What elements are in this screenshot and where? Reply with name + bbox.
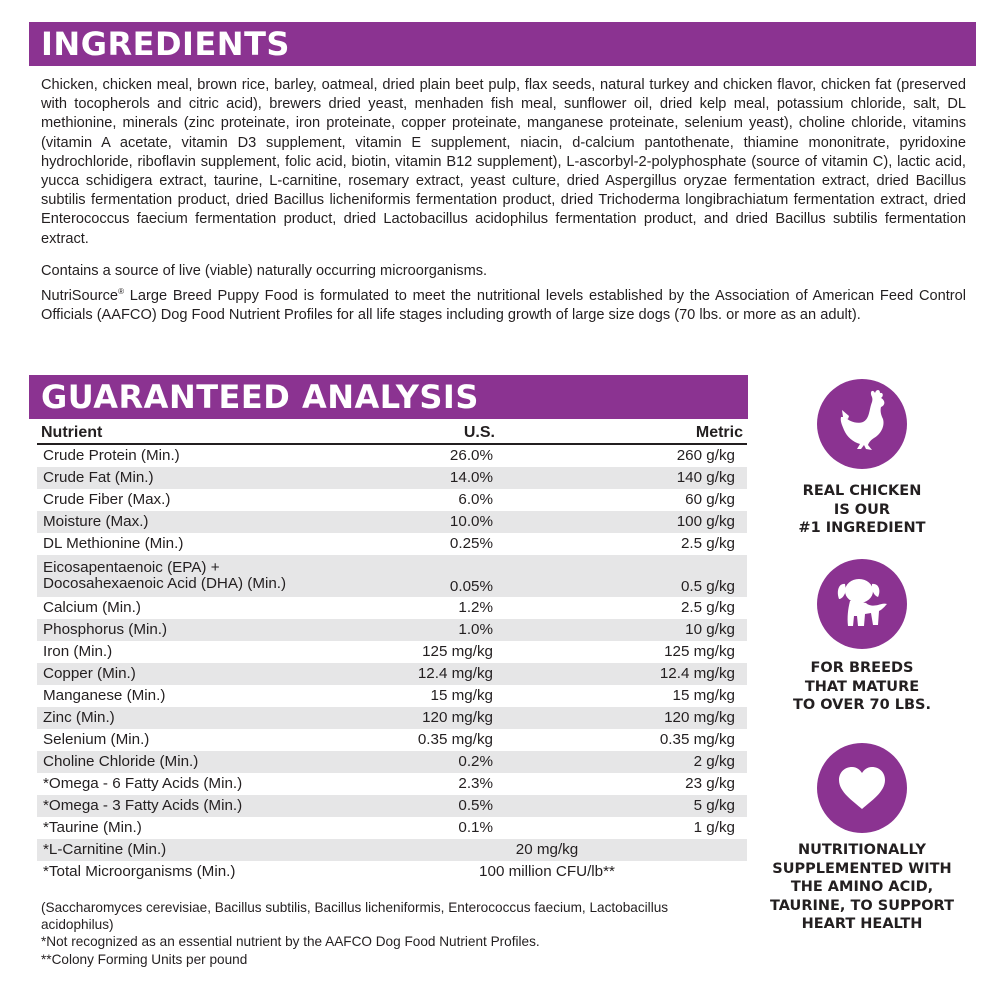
registered-mark: ® bbox=[118, 287, 124, 297]
us-value-cell: 14.0% bbox=[347, 467, 499, 489]
us-value-cell: 26.0% bbox=[449, 447, 493, 464]
nutrient-cell: Crude Fiber (Max.) bbox=[43, 491, 171, 508]
nutrient-cell: Crude Fat (Min.) bbox=[37, 467, 347, 489]
us-value-cell: 1.2% bbox=[458, 599, 493, 616]
us-value-cell: 1.0% bbox=[347, 619, 499, 641]
badge-line: SUPPLEMENTED WITH bbox=[772, 860, 952, 877]
nutrient-cell: Iron (Min.) bbox=[43, 643, 113, 660]
table-row bbox=[37, 444, 747, 467]
nutrient-cell: Zinc (Min.) bbox=[37, 707, 347, 729]
metric-value-cell: 1 g/kg bbox=[693, 819, 735, 836]
metric-value-cell: 0.35 mg/kg bbox=[659, 731, 735, 748]
us-value-cell: 2.3% bbox=[458, 775, 493, 792]
table-row bbox=[37, 751, 747, 773]
nutrient-column-header: Nutrient bbox=[37, 423, 347, 444]
footnote-cfu: **Colony Forming Units per pound bbox=[41, 951, 248, 967]
nutrient-cell: Phosphorus (Min.) bbox=[37, 619, 347, 641]
metric-value-cell: 15 mg/kg bbox=[672, 687, 735, 704]
nutrient-cell: *Omega - 3 Fatty Acids (Min.) bbox=[37, 795, 347, 817]
aafco-statement-text: Large Breed Puppy Food is formulated to meet the nutritional levels established by the Association of American Feed Control Officials (AAFCO) Dog Food Nutrient Profiles for all life stages including growth of large size dogs (70 lbs. or more as an adult). bbox=[41, 288, 966, 324]
metric-value-cell: 140 g/kg bbox=[499, 467, 747, 489]
guaranteed-analysis-heading: GUARANTEED ANALYSIS bbox=[29, 375, 748, 419]
table-row bbox=[37, 729, 747, 751]
chicken-icon bbox=[817, 379, 907, 469]
table-row bbox=[37, 511, 747, 533]
chicken-badge bbox=[817, 379, 907, 469]
metric-value-cell: 2.5 g/kg bbox=[680, 535, 735, 552]
us-value-cell: 0.1% bbox=[458, 819, 493, 836]
footnotes bbox=[41, 899, 741, 968]
metric-value-cell: 12.4 mg/kg bbox=[499, 663, 747, 685]
metric-value-cell: 100 g/kg bbox=[499, 511, 747, 533]
table-row bbox=[37, 839, 747, 861]
badge-line: TO OVER 70 LBS. bbox=[792, 697, 931, 713]
combined-value-cell: 20 mg/kg bbox=[347, 839, 747, 861]
badge-line: #1 INGREDIENT bbox=[798, 520, 926, 536]
table-row bbox=[37, 861, 747, 883]
metric-value-cell: 260 g/kg bbox=[676, 447, 735, 464]
metric-value-cell: 60 g/kg bbox=[685, 491, 735, 508]
footnote-organisms: (Saccharomyces cerevisiae, Bacillus subtilis, Bacillus licheniformis, Enterococcus faecium, Lactobacillus acidophilus) bbox=[41, 900, 669, 933]
badge-line: REAL CHICKEN bbox=[802, 483, 922, 499]
nutrient-cell: *Taurine (Min.) bbox=[43, 819, 142, 836]
us-value-cell: 15 mg/kg bbox=[430, 687, 493, 704]
badge-line: THAT MATURE bbox=[804, 678, 920, 695]
heart-badge-label bbox=[760, 841, 964, 934]
nutrient-line: Docosahexaenoic Acid (DHA) (Min.) bbox=[43, 575, 287, 592]
badge-line: FOR BREEDS bbox=[810, 660, 914, 676]
us-value-cell: 10.0% bbox=[347, 511, 499, 533]
puppy-icon bbox=[817, 559, 907, 649]
nutrient-cell: *Omega - 6 Fatty Acids (Min.) bbox=[43, 775, 243, 792]
nutrient-cell: Copper (Min.) bbox=[37, 663, 347, 685]
metric-value-cell: 2.5 g/kg bbox=[680, 599, 735, 616]
combined-value-cell: 100 million CFU/lb** bbox=[479, 863, 615, 880]
metric-value-cell: 10 g/kg bbox=[499, 619, 747, 641]
nutrient-cell bbox=[37, 555, 347, 597]
badge-line: IS OUR bbox=[833, 501, 891, 518]
table-row bbox=[37, 597, 747, 619]
table-row bbox=[37, 663, 747, 685]
table-row bbox=[37, 489, 747, 511]
table-row bbox=[37, 533, 747, 555]
table-row bbox=[37, 467, 747, 489]
table-row bbox=[37, 707, 747, 729]
nutrient-cell: Calcium (Min.) bbox=[43, 599, 141, 616]
us-value-cell: 6.0% bbox=[458, 491, 493, 508]
us-value-cell: 0.5% bbox=[347, 795, 499, 817]
chicken-badge-label bbox=[760, 482, 964, 538]
ingredients-heading: INGREDIENTS bbox=[29, 22, 976, 66]
metric-value-cell: 0.5 g/kg bbox=[499, 555, 747, 597]
badge-line: HEART HEALTH bbox=[801, 916, 923, 932]
metric-value-cell: 23 g/kg bbox=[685, 775, 735, 792]
table-row bbox=[37, 817, 747, 839]
table-row bbox=[37, 685, 747, 707]
nutrient-cell: *L-Carnitine (Min.) bbox=[37, 839, 347, 861]
heart-icon bbox=[817, 743, 907, 833]
us-value-cell: 12.4 mg/kg bbox=[347, 663, 499, 685]
table-row bbox=[37, 619, 747, 641]
table-header-row bbox=[37, 423, 747, 444]
nutrient-cell: Crude Protein (Min.) bbox=[43, 447, 180, 464]
nutrient-cell: Moisture (Max.) bbox=[37, 511, 347, 533]
nutrient-cell: *Total Microorganisms (Min.) bbox=[43, 863, 236, 880]
nutrient-cell: DL Methionine (Min.) bbox=[43, 535, 184, 552]
nutrient-cell: Manganese (Min.) bbox=[43, 687, 166, 704]
nutrient-cell: Selenium (Min.) bbox=[43, 731, 150, 748]
metric-value-cell: 120 mg/kg bbox=[499, 707, 747, 729]
heart-badge bbox=[817, 743, 907, 833]
table-row bbox=[37, 773, 747, 795]
table-row bbox=[37, 795, 747, 817]
us-value-cell: 0.05% bbox=[347, 555, 499, 597]
badge-line: THE AMINO ACID, bbox=[790, 879, 934, 895]
us-value-cell: 0.2% bbox=[347, 751, 499, 773]
table-row bbox=[37, 641, 747, 663]
metric-value-cell: 2 g/kg bbox=[499, 751, 747, 773]
us-value-cell: 125 mg/kg bbox=[422, 643, 493, 660]
guaranteed-analysis-table bbox=[37, 423, 747, 883]
ingredients-list: Chicken, chicken meal, brown rice, barley, oatmeal, dried plain beet pulp, flax seeds, natural turkey and chicken flavor, chicken fat (preserved with tocopherols and citric acid), brewers dried yeast, menhaden fish meal, sunflower oil, dried kelp meal, potassium chloride, salt, DL methionine, minerals (zinc proteinate, iron proteinate, copper proteinate, manganese proteinate, selenium yeast), choline chloride, vitamins (vitamin A acetate, vitamin D3 supplement, vitamin E supplement, niacin, d-calcium pantothenate, thiamine mononitrate, pyridoxine hydrochloride, riboflavin supplement, folic acid, biotin, vitamin B12 supplement), L-ascorbyl-2-polyphosphate (source of vitamin C), lactic acid, yucca schidigera extract, taurine, L-carnitine, rosemary extract, yeast culture, dried Aspergillus oryzae fermentation extract, dried Bacillus subtilis fermentation product, dried Bacillus licheniformis fermentation product, dried Trichoderma longibrachiatum fermentation extract, dried Enterococcus faecium fermentation product, dried Lactobacillus acidophilus fermentation product, and dried Bacillus subtilis fermentation extract. bbox=[41, 77, 966, 247]
badge-line: NUTRITIONALLY bbox=[797, 842, 927, 858]
puppy-badge-label bbox=[760, 659, 964, 715]
badge-line: TAURINE, TO SUPPORT bbox=[770, 897, 954, 914]
brand-name: NutriSource bbox=[41, 288, 119, 304]
nutrient-cell: Choline Chloride (Min.) bbox=[37, 751, 347, 773]
metric-value-cell: 125 mg/kg bbox=[664, 643, 735, 660]
nutrient-line: Eicosapentaenoic (EPA) + bbox=[43, 559, 220, 576]
puppy-badge bbox=[817, 559, 907, 649]
metric-column-header: Metric bbox=[499, 423, 747, 444]
us-value-cell: 120 mg/kg bbox=[347, 707, 499, 729]
us-value-cell: 0.25% bbox=[449, 535, 493, 552]
footnote-aafco: *Not recognized as an essential nutrient by the AAFCO Dog Food Nutrient Profiles. bbox=[41, 934, 540, 950]
table-row bbox=[37, 555, 747, 597]
aafco-statement bbox=[41, 287, 966, 325]
us-value-cell: 0.35 mg/kg bbox=[417, 731, 493, 748]
microorganisms-note: Contains a source of live (viable) naturally occurring microorganisms. bbox=[41, 263, 488, 279]
metric-value-cell: 5 g/kg bbox=[499, 795, 747, 817]
us-column-header: U.S. bbox=[347, 423, 499, 444]
